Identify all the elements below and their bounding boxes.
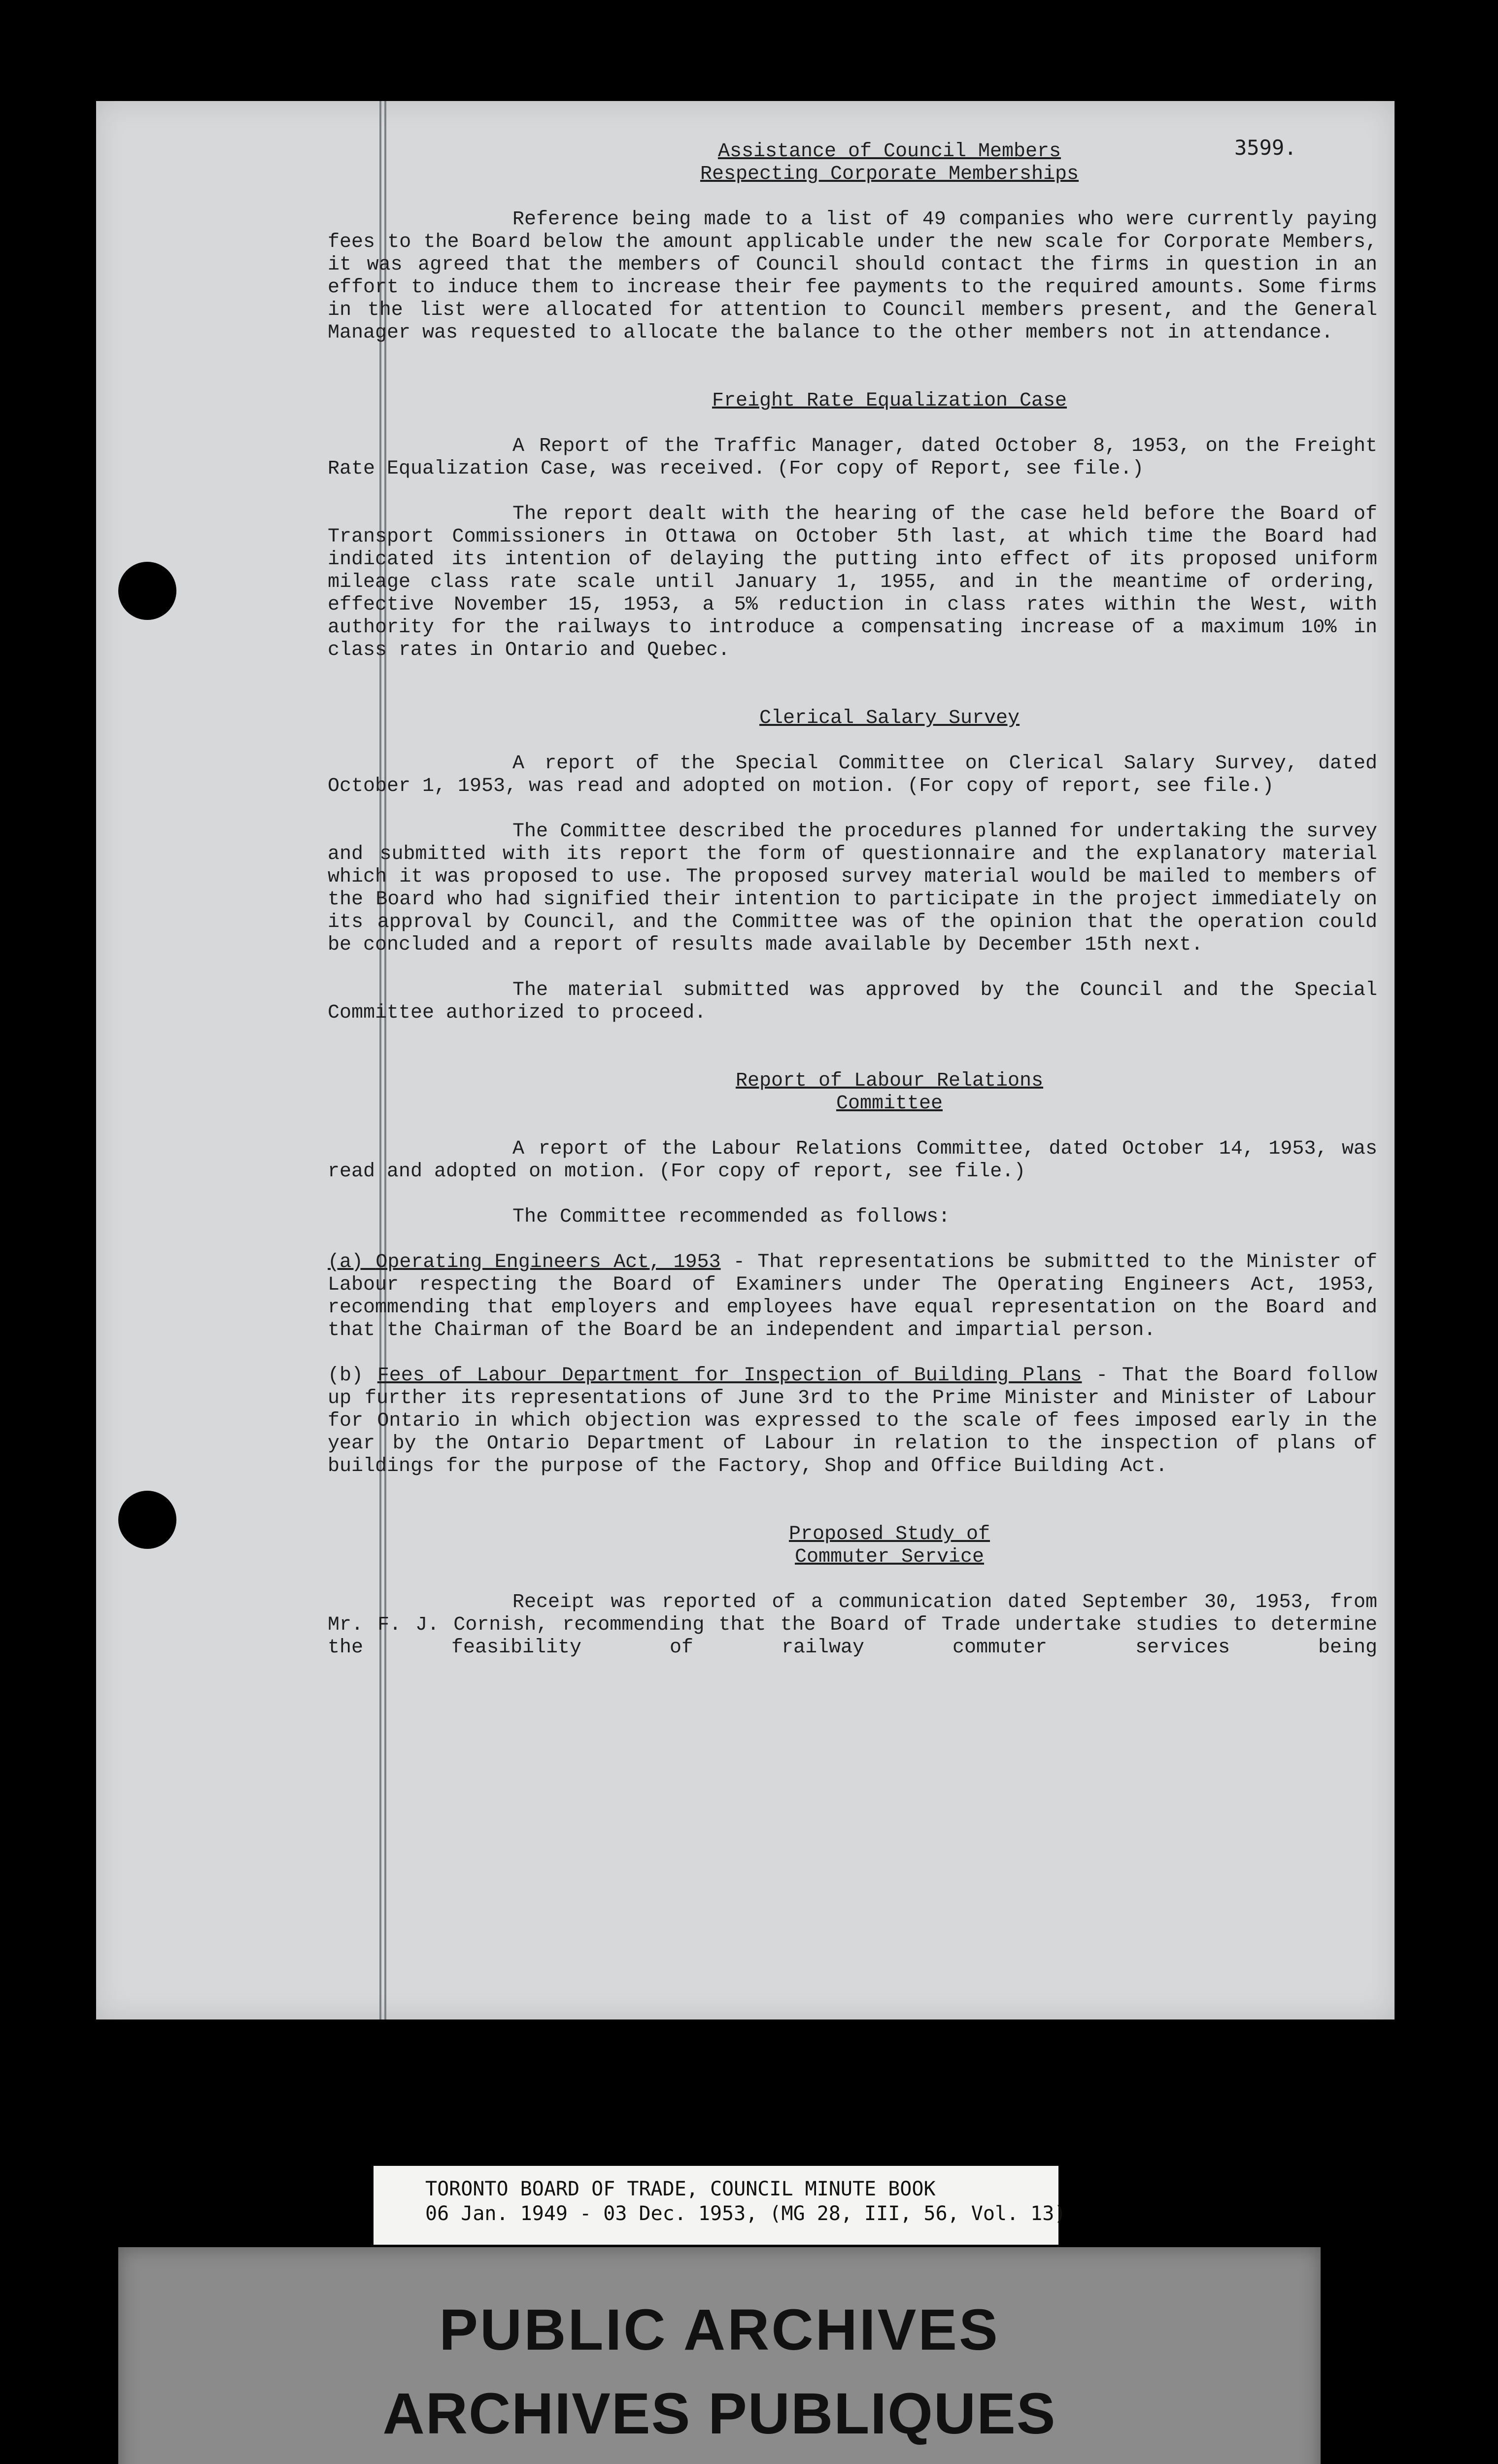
paragraph: A report of the Special Committee on Clerical Salary Survey, dated October 1, 1953, was read and adopted on motion. (For copy of report, see file.) <box>328 753 1377 797</box>
archives-stamp <box>118 2247 1321 2464</box>
paragraph: Receipt was reported of a communication dated September 30, 1953, from Mr. F. J. Cornish, recommending that the Board of Trade undertake studies to determine the feasibility of railway commuter services being <box>328 1591 1377 1659</box>
page-number: 3599. <box>1234 136 1297 160</box>
paragraph: A Report of the Traffic Manager, dated October 8, 1953, on the Freight Rate Equalization Case, was received. (For copy of Report, see file.) <box>328 435 1377 480</box>
section-heading: Committee <box>836 1093 943 1115</box>
section-commuter-service <box>328 1523 1377 1659</box>
recommendation-item <box>328 1365 1377 1478</box>
paragraph: The report dealt with the hearing of the case held before the Board of Transport Commissioners in Ottawa on October 5th last, at which time the Board had indicated its intention of delaying the putting into effect of its proposed uniform mileage class rate scale until January 1, 1955, and in the meantime of ordering, effective November 15, 1953, a 5% reduction in class rates within the West, with authority for the railways to introduce a compensating increase of a maximum 10% in class rates in Ontario and Quebec. <box>328 503 1377 661</box>
item-prefix: (a) <box>328 1251 376 1273</box>
section-heading: Commuter Service <box>794 1546 985 1568</box>
section-heading: Proposed Study of <box>788 1523 990 1545</box>
section-heading: Respecting Corporate Memberships <box>700 163 1079 185</box>
paragraph: The material submitted was approved by the Council and the Special Committee authorized to proceed. <box>328 979 1377 1024</box>
label-line: 06 Jan. 1949 - 03 Dec. 1953, (MG 28, III, 56, Vol. 13) <box>425 2202 1066 2225</box>
section-heading: Assistance of Council Members <box>717 140 1061 163</box>
paragraph: A report of the Labour Relations Committee, dated October 14, 1953, was read and adopted on motion. (For copy of report, see file.) <box>328 1138 1377 1183</box>
label-line: TORONTO BOARD OF TRADE, COUNCIL MINUTE BOOK <box>425 2178 936 2200</box>
paragraph: The Committee recommended as follows: <box>512 1206 951 1228</box>
recommendation-item <box>328 1251 1377 1342</box>
paragraph: The Committee described the procedures planned for undertaking the survey and submitted with its report the form of questionnaire and the explanatory material which it was proposed to use. The proposed survey material would be mailed to members of the Board who had signified their intention to participate in the project immediately on its approval by Council, and the Committee was of the opinion that the operation could be concluded and a report of results made available by December 15th next. <box>328 821 1377 956</box>
section-freight-rate <box>328 390 1377 662</box>
item-title: Operating Engineers Act, 1953 <box>375 1251 721 1273</box>
stamp-line: ARCHIVES PUBLIQUES <box>382 2381 1056 2446</box>
section-heading: Clerical Salary Survey <box>759 707 1020 729</box>
section-corporate-memberships <box>328 140 1377 344</box>
item-text: - That the Board follow up further its representations of June 3rd to the Prime Minister and Minister of Labour for Ontario in which objection was expressed to the scale of fees imposed early in the year by the Ontario Department of Labour in relation to the inspection of plans of buildings for the purpose of the Factory, Shop and Office Building Act. <box>328 1365 1378 1477</box>
paragraph: Reference being made to a list of 49 companies who were currently paying fees to the Board below the amount applicable under the new scale for Corporate Members, it was agreed that the members of Council should contact the firms in question in an effort to induce them to increase their fee payments to the required amounts. Some firms in the list were allocated for attention to Council members present, and the General Manager was requested to allocate the balance to the other members not in attendance. <box>328 208 1377 344</box>
item-title: Fees of Labour Department for Inspection of Building Plans <box>377 1365 1082 1387</box>
item-prefix: (b) <box>328 1365 377 1387</box>
minutes-body <box>328 140 1377 1659</box>
stamp-line: PUBLIC ARCHIVES <box>439 2297 1000 2362</box>
archive-label <box>374 2166 1066 2245</box>
section-heading: Freight Rate Equalization Case <box>712 390 1067 412</box>
section-clerical-salary <box>328 707 1377 1025</box>
punch-hole <box>118 562 176 620</box>
item-text: - That representations be submitted to the Minister of Labour respecting the Board of Examiners under The Operating Engineers Act, 1953, recommending that employers and employees have equal representation on the Board and that the Chairman of the Board be an independent and impartial person. <box>328 1251 1377 1341</box>
section-heading: Report of Labour Relations <box>735 1070 1044 1092</box>
section-labour-relations <box>328 1070 1377 1478</box>
punch-hole <box>118 1491 176 1549</box>
